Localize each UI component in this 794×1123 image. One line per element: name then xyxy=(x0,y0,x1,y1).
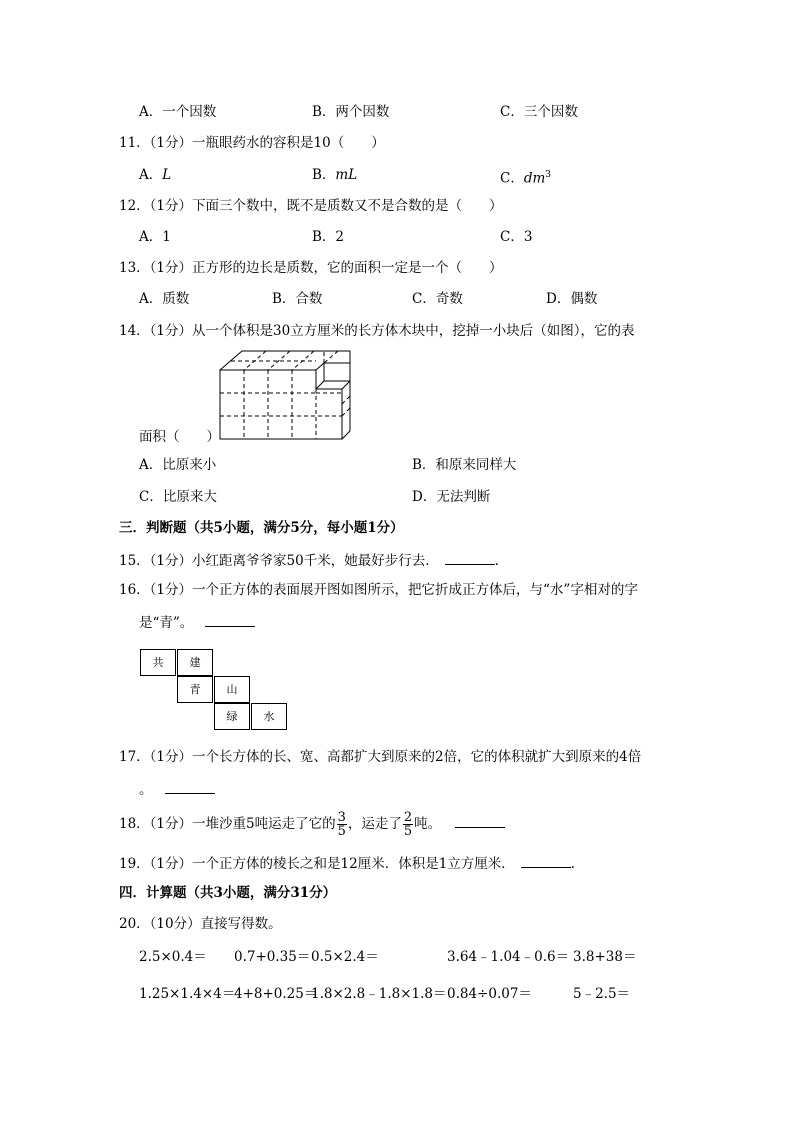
section-3-title: 三．判断题（共5小题，满分5分，每小题1分） xyxy=(119,520,404,536)
net-cell: 青 xyxy=(177,676,213,703)
net-cell: 建 xyxy=(177,649,213,676)
net-cell: 绿 xyxy=(214,703,250,730)
fraction: $\frac{2}{5}$ xyxy=(403,810,413,839)
calc-item: 3.8+38＝ xyxy=(573,949,637,965)
q18-stem: 18．（1分）一堆沙重5吨运走了它的 $\frac{3}{5}$ ，运走了 $\frac{2}{5}$ 吨。 xyxy=(119,809,505,839)
q14-option-c: C．比原来大 xyxy=(139,489,217,505)
net-cell: 共 xyxy=(140,649,176,676)
answer-blank[interactable] xyxy=(521,853,571,868)
q10-option-a: A．一个因数 xyxy=(139,104,217,120)
calc-item: 0.5×2.4＝ xyxy=(311,949,379,965)
q14-stem: 14．（1分）从一个体积是30立方厘米的长方体木块中，挖掉一小块后（如图），它的表 xyxy=(119,323,635,339)
q15-stem: 15．（1分）小红距离爷爷家50千米，她最好步行去． ． xyxy=(119,550,508,570)
q11-option-b: B．mL xyxy=(312,167,358,183)
answer-blank[interactable] xyxy=(445,550,495,565)
net-cell: 山 xyxy=(214,676,250,703)
calc-item: 3.64﹣1.04﹣0.6＝ xyxy=(447,949,570,965)
answer-blank[interactable] xyxy=(165,779,215,794)
q14-option-a: A．比原来小 xyxy=(139,457,217,473)
q11-option-a: A．L xyxy=(139,167,172,183)
calc-item: 1.25×1.4×4＝ xyxy=(139,986,236,1002)
q13-option-b: B．合数 xyxy=(272,291,323,307)
q19-stem: 19．（1分）一个正方体的棱长之和是12厘米．体积是1立方厘米． ． xyxy=(119,853,584,873)
q20-stem: 20．（10分）直接写得数。 xyxy=(119,916,282,932)
q10-option-b: B．两个因数 xyxy=(312,104,390,120)
calc-item: 0.84÷0.07＝ xyxy=(447,986,532,1002)
cuboid-figure xyxy=(218,349,354,441)
calc-item: 1.8×2.8﹣1.8×1.8＝ xyxy=(311,986,447,1002)
calc-item: 0.7+0.35＝ xyxy=(234,949,311,965)
q14-option-d: D．无法判断 xyxy=(412,489,491,505)
calc-item: 5﹣2.5＝ xyxy=(573,986,631,1002)
q11-option-c: C．$dm^3$ xyxy=(500,170,552,187)
q16-stem: 16．（1分）一个正方体的表面展开图如图所示，把它折成正方体后，与“水”字相对的字 xyxy=(119,582,638,598)
q17-stem: 17．（1分）一个长方体的长、宽、高都扩大到原来的2倍，它的体积就扩大到原来的4倍 xyxy=(119,749,642,765)
q13-stem: 13．（1分）正方形的边长是质数，它的面积一定是一个（ ） xyxy=(119,260,503,276)
q14-option-b: B．和原来同样大 xyxy=(412,457,517,473)
section-4-title: 四．计算题（共3小题，满分31分） xyxy=(119,885,337,901)
q12-option-b: B．2 xyxy=(312,229,345,245)
fraction: $\frac{3}{5}$ xyxy=(337,810,346,839)
net-cell: 水 xyxy=(251,703,287,730)
q12-option-c: C．3 xyxy=(500,229,533,245)
q10-option-c: C．三个因数 xyxy=(500,104,578,120)
q13-option-d: D．偶数 xyxy=(546,291,598,307)
q17-stem-cont: 。 xyxy=(139,779,215,799)
answer-blank[interactable] xyxy=(205,612,255,627)
q12-stem: 12．（1分）下面三个数中，既不是质数又不是合数的是（ ） xyxy=(119,198,503,214)
q14-stem-cont: 面积（ ） xyxy=(139,429,220,445)
q13-option-c: C．奇数 xyxy=(412,291,463,307)
q11-stem: 11．（1分）一瓶眼药水的容积是10（ ） xyxy=(119,135,385,151)
q13-option-a: A．质数 xyxy=(139,291,190,307)
calc-item: 4+8+0.25＝ xyxy=(234,986,318,1002)
q16-stem-cont: 是“青”。 xyxy=(139,612,255,632)
q12-option-a: A．1 xyxy=(139,229,171,245)
answer-blank[interactable] xyxy=(455,813,505,828)
calc-item: 2.5×0.4＝ xyxy=(139,949,207,965)
